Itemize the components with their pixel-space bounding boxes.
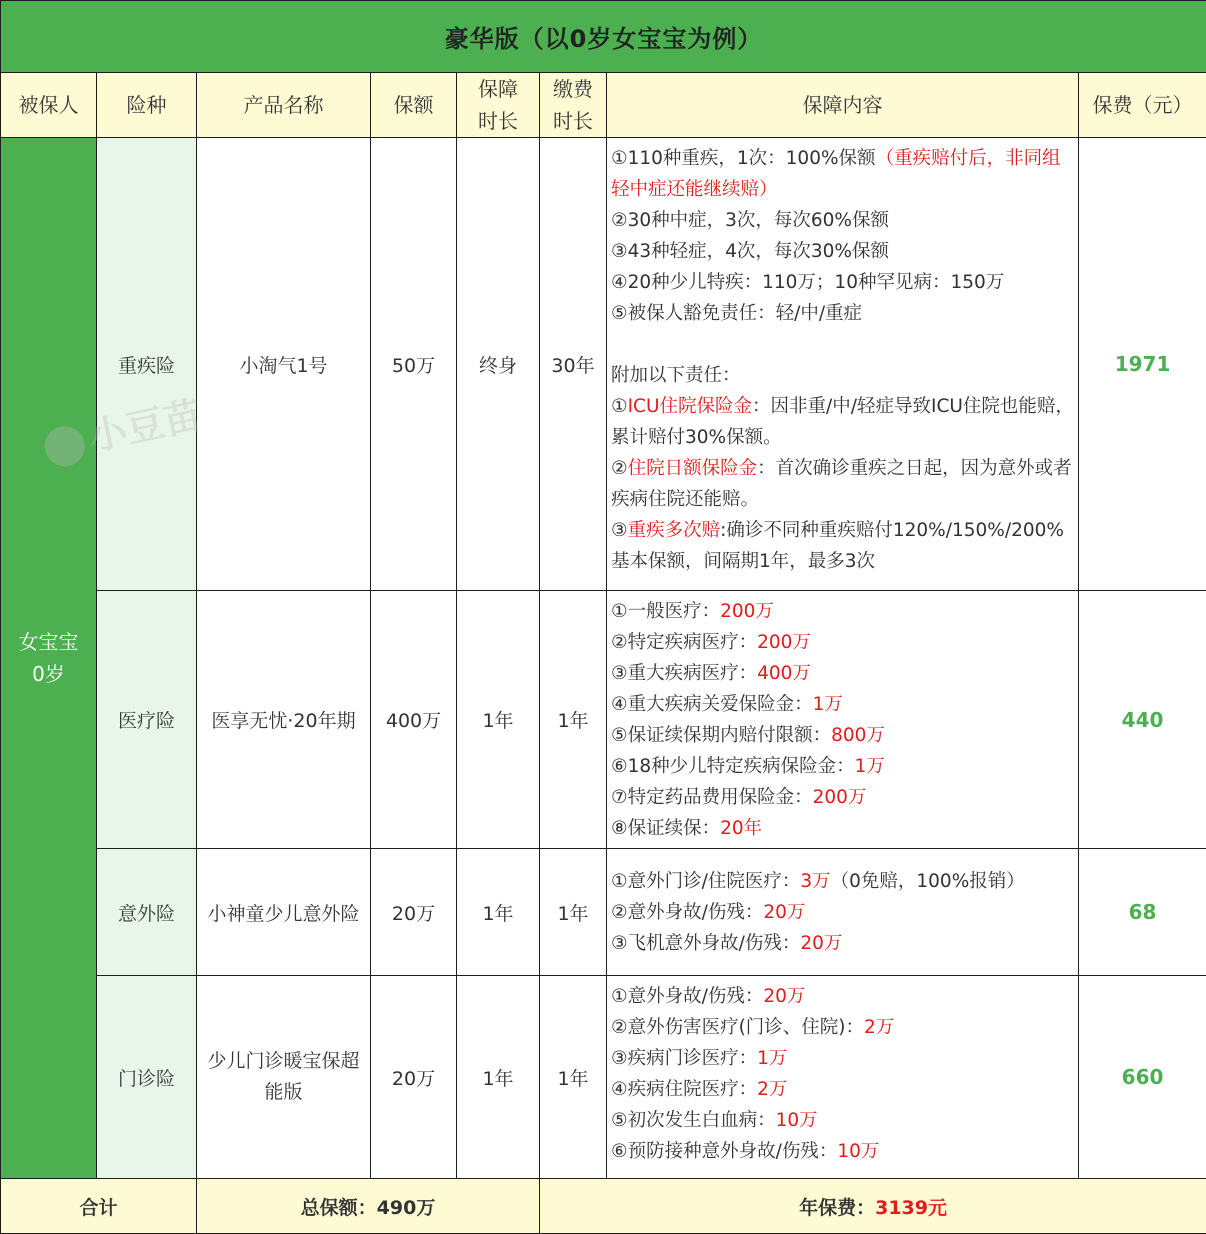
payment-term: 30年 [540,138,607,591]
insured-cell: 女宝宝 0岁 [1,138,97,1179]
header-insured: 被保人 [1,73,97,138]
product-name: 少儿门诊暖宝保超能版 [197,976,371,1179]
footer-label: 合计 [1,1179,197,1234]
payment-term: 1年 [540,976,607,1179]
footer-row [1,1179,1206,1234]
annual-premium: 年保费：3139元 [540,1179,1206,1234]
header-term: 保障 时长 [457,73,540,138]
coverage-amount: 400万 [371,591,457,849]
header-payment: 缴费 时长 [540,73,607,138]
header-content: 保障内容 [607,73,1079,138]
payment-term: 1年 [540,591,607,849]
premium-value: 68 [1079,849,1206,976]
coverage-term: 1年 [457,849,540,976]
coverage-content: ①意外门诊/住院医疗：3万（0免赔，100%报销） ②意外身故/伤残：20万 ③飞机意外身故/伤残：20万 [607,849,1079,976]
product-name: 小神童少儿意外险 [197,849,371,976]
premium-value: 660 [1079,976,1206,1179]
product-name: 医享无忧·20年期 [197,591,371,849]
insurance-type: 门诊险 [97,976,197,1179]
table-row [1,138,1206,591]
header-product: 产品名称 [197,73,371,138]
table-row [1,976,1206,1179]
product-name: 小淘气1号 [197,138,371,591]
coverage-amount: 20万 [371,976,457,1179]
coverage-content: ①110种重疾，1次：100%保额（重疾赔付后，非同组轻中症还能继续赔） ②30种中症，3次，每次60%保额 ③43种轻症，4次，每次30%保额 ④20种少儿特疾：110万；10种罕见病：150万 ⑤被保人豁免责任：轻/中/重症 附加以下责任： ①ICU住院保险金：因非重/中/轻症导致ICU住院也能赔，累计赔付30%保额。 ②住院日额保险金：首次确诊重疾之日起，因为意外或者疾病住院还能赔。 ③重疾多次赔:确诊不同种重疾赔付120%/150%/200%基本保额，间隔期1年，最多3次 [607,138,1079,591]
watermark: 小豆苗 [38,384,206,471]
coverage-amount: 20万 [371,849,457,976]
coverage-amount: 50万 [371,138,457,591]
header-premium: 保费（元） [1079,73,1206,138]
payment-term: 1年 [540,849,607,976]
table-row [1,849,1206,976]
coverage-term: 1年 [457,976,540,1179]
header-row [1,73,1206,138]
insurance-type: 医疗险 [97,591,197,849]
insurance-type: 重疾险 [97,138,197,591]
coverage-term: 终身 [457,138,540,591]
coverage-term: 1年 [457,591,540,849]
header-type: 险种 [97,73,197,138]
total-amount: 总保额：490万 [197,1179,540,1234]
coverage-content: ①意外身故/伤残：20万 ②意外伤害医疗(门诊、住院)：2万 ③疾病门诊医疗：1万 ④疾病住院医疗：2万 ⑤初次发生白血病：10万 ⑥预防接种意外身故/伤残：10万 [607,976,1079,1179]
table-row [1,591,1206,849]
premium-value: 1971 [1079,138,1206,591]
insurance-type: 意外险 [97,849,197,976]
header-amount: 保额 [371,73,457,138]
premium-value: 440 [1079,591,1206,849]
coverage-content: ①一般医疗：200万 ②特定疾病医疗：200万 ③重大疾病医疗：400万 ④重大疾病关爱保险金：1万 ⑤保证续保期内赔付限额：800万 ⑥18种少儿特定疾病保险金：1万 ⑦特定药品费用保险金：200万 ⑧保证续保：20年 [607,591,1079,849]
table-title: 豪华版（以0岁女宝宝为例） [1,1,1206,73]
